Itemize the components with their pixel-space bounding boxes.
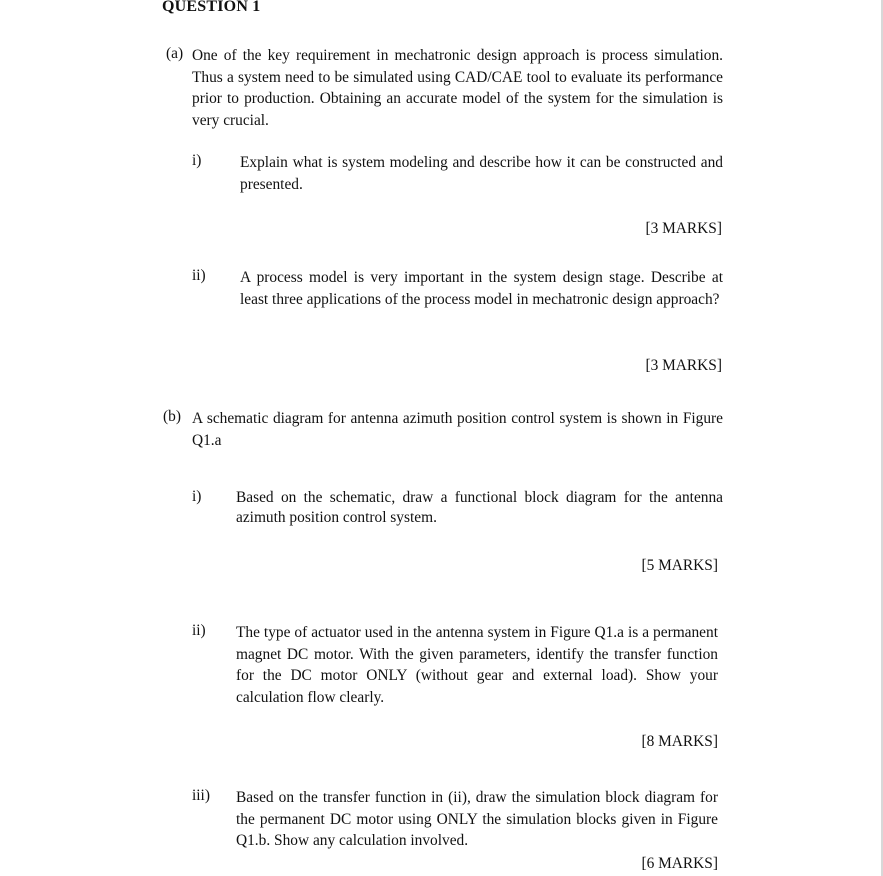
part-b-item-3-marks: [6 MARKS]: [641, 855, 718, 872]
part-a-item-1-number: i): [192, 152, 202, 169]
part-a-item-2-marks: [3 MARKS]: [645, 357, 722, 374]
part-b-item-2-number: ii): [192, 622, 206, 639]
part-a-item-2-text: A process model is very important in the system design stage. Describe at least three applications of the process model in mechatronic design approach?: [240, 269, 723, 308]
part-b-label: (b): [163, 408, 181, 425]
part-b-item-1-marks: [5 MARKS]: [641, 557, 718, 574]
part-a-item-2-number: ii): [192, 267, 206, 284]
part-b-item-2-marks: [8 MARKS]: [641, 733, 718, 750]
part-a-intro: One of the key requirement in mechatronic design approach is process simulation. Thus a system need to be simulated using CAD/CAE tool to evaluate its performance prior to production. Obtaining an accurate model of the system for the simulation is very crucial.: [192, 47, 723, 129]
part-b-intro: A schematic diagram for antenna azimuth position control system is shown in Figure Q1.a: [192, 410, 723, 449]
part-b-item-3-text: Based on the transfer function in (ii), draw the simulation block diagram for the permanent DC motor using ONLY the simulation blocks given in Figure Q1.b. Show any calculation involved.: [236, 789, 718, 850]
part-a-label: (a): [166, 45, 184, 62]
part-b-item-2-text: The type of actuator used in the antenna system in Figure Q1.a is a permanent magnet DC motor. With the given parameters, identify the transfer function for the DC motor ONLY (without gear and external load). Show your calculation flow clearly.: [236, 624, 718, 706]
part-b-item-1-text: Based on the schematic, draw a functional block diagram for the antenna azimuth position control system.: [236, 489, 723, 526]
part-b-item-3-number: iii): [192, 787, 210, 804]
part-a-item-1-text: Explain what is system modeling and describe how it can be constructed and presented.: [240, 154, 723, 193]
part-a-item-1-marks: [3 MARKS]: [645, 220, 722, 237]
question-title: QUESTION 1: [162, 0, 261, 15]
part-b-item-1-number: i): [192, 488, 202, 505]
